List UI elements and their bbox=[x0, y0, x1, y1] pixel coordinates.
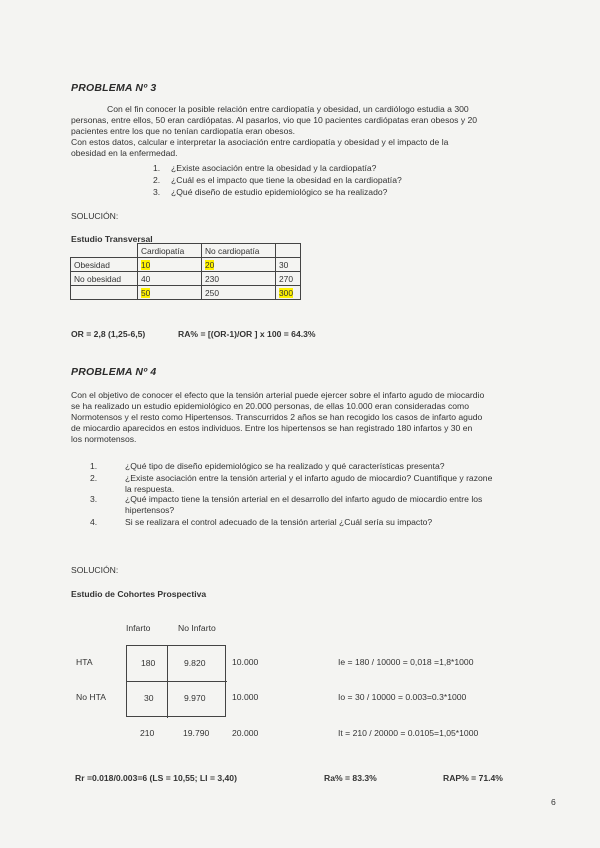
grand-total: 20.000 bbox=[232, 728, 259, 738]
question-text: ¿Cuál es el impacto que tiene la obesidad en la cardiopatía? bbox=[171, 175, 402, 185]
question-text: ¿Qué tipo de diseño epidemiológico se ha realizado y qué características presenta? bbox=[125, 461, 445, 471]
problem3-title: PROBLEMA Nº 3 bbox=[71, 82, 157, 94]
row-header-no-hta: No HTA bbox=[76, 692, 106, 702]
incidence-exposed: Ie = 180 / 10000 = 0,018 =1,8*1000 bbox=[338, 657, 474, 667]
row-total-hta: 10.000 bbox=[232, 657, 259, 667]
question-number: 4. bbox=[90, 517, 98, 527]
solution-label: SOLUCIÓN: bbox=[71, 211, 119, 221]
paragraph-line: Con el fin conocer la posible relación entre cardiopatía y obesidad, un cardiólogo estudia a 300 bbox=[107, 104, 469, 114]
row-header-hta: HTA bbox=[76, 657, 93, 667]
solution-label: SOLUCIÓN: bbox=[71, 565, 119, 575]
cell-nohta-infarto: 30 bbox=[144, 693, 154, 703]
paragraph-line: los normotensos. bbox=[71, 433, 137, 444]
cohort-2x2-table bbox=[126, 645, 226, 717]
or-result: OR = 2,8 (1,25-6,5) bbox=[71, 329, 146, 339]
paragraph-line: se ha realizado un estudio epidemiológico en 20.000 personas, de ellas 10.000 eran consideradas como bbox=[71, 400, 469, 411]
highlighted-cell: 50 bbox=[141, 287, 151, 298]
paragraph-line: obesidad en la enfermedad. bbox=[71, 147, 178, 158]
paragraph-line: Normotensos y el resto como Hipertensos. Transcurridos 2 años se han recogido los casos de infarto agudo bbox=[71, 411, 483, 422]
question-text: ¿Existe asociación entre la obesidad y la cardiopatía? bbox=[171, 163, 377, 173]
ra-result: Ra% = 83.3% bbox=[324, 773, 377, 783]
table-cell: 230 bbox=[202, 272, 276, 286]
question-text: ¿Qué diseño de estudio epidemiológico se ha realizado? bbox=[171, 187, 388, 197]
table-cell: 30 bbox=[276, 258, 301, 272]
incidence-total: It = 210 / 20000 = 0.0105=1,05*1000 bbox=[338, 728, 479, 738]
question-number: 2. bbox=[90, 473, 98, 483]
highlighted-cell: 10 bbox=[141, 259, 151, 270]
table-cell: 270 bbox=[276, 272, 301, 286]
page-number: 6 bbox=[551, 797, 556, 807]
paragraph-line: Con estos datos, calcular e interpretar la asociación entre cardiopatía y obesidad y el impacto de la bbox=[71, 136, 449, 147]
paragraph-line: Con el objetivo de conocer el efecto que la tensión arterial puede ejercer sobre el infarto agudo de miocardio bbox=[71, 390, 485, 400]
study-type-label: Estudio Transversal bbox=[71, 234, 153, 244]
ra-result: RA% = [(OR-1)/OR ] x 100 = 64.3% bbox=[178, 329, 316, 339]
table-row bbox=[71, 272, 301, 286]
question-number: 1. bbox=[90, 461, 98, 471]
paragraph-line: de miocardio aparecidos en estos individuos. Entre los hipertensos se han registrado 180 infartos y 30 en bbox=[71, 422, 473, 433]
question-number: 3. bbox=[90, 494, 98, 504]
table-header: Cardiopatía bbox=[138, 244, 202, 258]
row-total-no-hta: 10.000 bbox=[232, 692, 259, 702]
question-text: Si se realizara el control adecuado de la tensión arterial ¿Cuál sería su impacto? bbox=[125, 517, 433, 527]
rr-result: Rr =0.018/0.003=6 (LS = 10,55; LI = 3,40) bbox=[75, 773, 237, 783]
contingency-table bbox=[70, 243, 301, 300]
table-header bbox=[276, 244, 301, 258]
question-text: la respuesta. bbox=[125, 484, 175, 494]
question-number: 2. bbox=[153, 175, 161, 185]
question-text: hipertensos? bbox=[125, 505, 175, 515]
question-text: ¿Existe asociación entre la tensión arterial y el infarto agudo de miocardio? Cuantifique y razone bbox=[125, 473, 493, 483]
question-text: ¿Qué impacto tiene la tensión arterial en el desarrollo del infarto agudo de miocardio entre los bbox=[125, 494, 483, 504]
table-row bbox=[71, 286, 301, 300]
column-header-no-infarto: No Infarto bbox=[178, 623, 216, 633]
problem4-paragraph bbox=[71, 390, 531, 445]
column-header-infarto: Infarto bbox=[126, 623, 151, 633]
table-row bbox=[71, 244, 301, 258]
table-row bbox=[71, 258, 301, 272]
problem3-paragraph bbox=[71, 104, 531, 159]
table-cell bbox=[71, 244, 138, 258]
paragraph-line: personas, entre ellos, 50 eran cardiópatas. Al pasarlos, vio que 10 pacientes cardiópatas eran obesos y 20 bbox=[71, 114, 478, 125]
table-cell: No obesidad bbox=[71, 272, 138, 286]
table-cell: 250 bbox=[202, 286, 276, 300]
cell-hta-no-infarto: 9.820 bbox=[184, 658, 206, 668]
paragraph-line: pacientes entre los que no tenían cardiopatía eran obesos. bbox=[71, 125, 296, 136]
cell-hta-infarto: 180 bbox=[141, 658, 156, 668]
question-number: 3. bbox=[153, 187, 161, 197]
incidence-unexposed: Io = 30 / 10000 = 0.003=0.3*1000 bbox=[338, 692, 467, 702]
highlighted-cell: 300 bbox=[279, 287, 293, 298]
study-type-label: Estudio de Cohortes Prospectiva bbox=[71, 589, 207, 599]
table-header: No cardiopatía bbox=[202, 244, 276, 258]
table-cell: 40 bbox=[138, 272, 202, 286]
highlighted-cell: 20 bbox=[205, 259, 215, 270]
cell-nohta-no-infarto: 9.970 bbox=[184, 693, 206, 703]
problem4-title: PROBLEMA Nº 4 bbox=[71, 366, 157, 378]
question-number: 1. bbox=[153, 163, 161, 173]
table-cell bbox=[71, 286, 138, 300]
col-total-no-infarto: 19.790 bbox=[183, 728, 210, 738]
table-cell: Obesidad bbox=[71, 258, 138, 272]
rap-result: RAP% = 71.4% bbox=[443, 773, 503, 783]
col-total-infarto: 210 bbox=[140, 728, 155, 738]
